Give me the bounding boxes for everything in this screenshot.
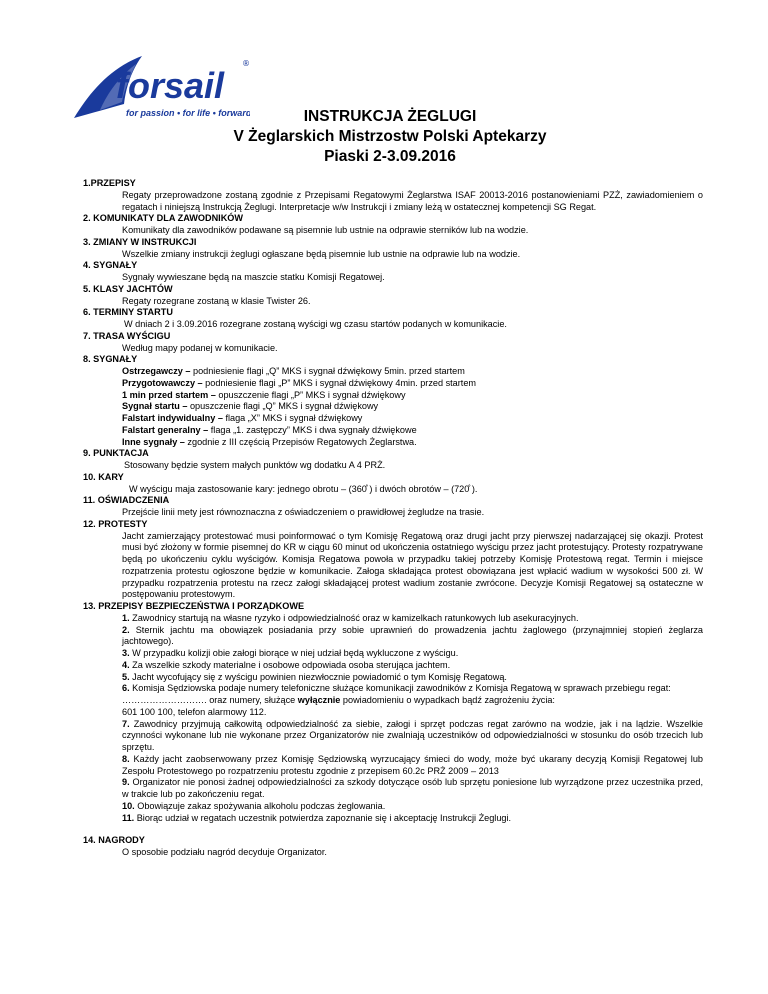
section-heading: 2. KOMUNIKATY DLA ZAWODNIKÓW bbox=[83, 213, 244, 224]
item-number: 6. bbox=[122, 683, 130, 694]
item-number: 8. bbox=[122, 753, 130, 764]
item-text: Zawodnicy przyjmują całkowitą odpowiedzialność za siebie, załogi i sprzęt podczas regat zarówno na wodzie, jak i na lądzie. Wszelkie czynności wykonane lub nie wykonane przez Organizatorów nie zwalniają uczestników od odpowiedzialności w stosunku do osób trzecich lub sprzętu. bbox=[122, 718, 703, 752]
section-heading: 13. PRZEPISY BEZPIECZEŃSTWA I PORZĄDKOWE bbox=[83, 601, 305, 611]
section-heading: 11. OŚWIADCZENIA bbox=[83, 495, 170, 506]
section-heading: 14. NAGRODY bbox=[83, 835, 145, 846]
signal-label: Przygotowawczy – bbox=[122, 377, 203, 388]
section-heading: 1.PRZEPISY bbox=[83, 178, 136, 188]
title-line-1: INSTRUKCJA ŻEGLUGI bbox=[303, 108, 477, 125]
signal-label: Falstart generalny – bbox=[122, 424, 209, 435]
item-number: 5. bbox=[122, 671, 130, 682]
safety-item bbox=[83, 660, 703, 672]
item-number: 10. bbox=[122, 800, 135, 811]
item-text: Obowiązuje zakaz spożywania alkoholu podczas żeglowania. bbox=[134, 800, 386, 811]
signal-text: opuszczenie flagi „Q” MKS i sygnał dźwiękowy bbox=[187, 401, 379, 412]
section-heading: 12. PROTESTY bbox=[83, 518, 148, 529]
signal-item bbox=[83, 378, 703, 390]
item-text: Za wszelkie szkody materialne i osobowe odpowiada osoba sterująca jachtem. bbox=[129, 659, 451, 670]
section-text: Regaty rozegrane zostaną w klasie Twister 26. bbox=[122, 295, 311, 306]
section-text: Jacht zamierzający protestować musi poinformować o tym Komisję Regatową oraz drugi jacht przy pierwszej nadarzającej się okazji. Protest musi być złożony w formie pisemnej do KR w ciągu 60 minut od ukończenia ostatniego wyścigu przez jacht protestujący. Protesty rozpatrywane będą po ukończeniu cyklu wyścigów. Komisja Regatowa powoła w przypadku takiej potrzeby Komisję Protestową regat. Termin i miejsce rozpatrzenia protestu ogłoszone będzie w komunikacie. Załoga składająca protest obowiązana jest wpłacić wadium w wysokości 500 zł. W przypadku rozpatrzenia protestu na rzecz załogi składającej protest wadium zostanie zwrócone. Decyzje Komisji Regatowej są ostateczne w postępowaniu protestowym. bbox=[122, 530, 703, 600]
section-heading: 9. PUNKTACJA bbox=[83, 448, 149, 459]
title-line-3: Piaski 2-3.09.2016 bbox=[324, 148, 456, 165]
section-heading: 10. KARY bbox=[83, 471, 124, 482]
section-text: Wszelkie zmiany instrukcji żeglugi ogłaszane będą pisemnie lub ustnie na odprawie lub na wodzie. bbox=[122, 248, 521, 259]
item-number: 4. bbox=[122, 659, 130, 670]
item-number: 9. bbox=[122, 777, 130, 788]
item-text: Zawodnicy startują na własne ryzyko i odpowiedzialność oraz w kamizelkach ratunkowych lub asekuracyjnych. bbox=[129, 612, 579, 623]
section-text: Regaty przeprowadzone zostaną zgodnie z Przepisami Regatowymi Żeglarstwa ISAF 20013-2016 postanowieniami PZŻ, zawiadomieniem o regatach i niniejszą Instrukcją Żeglugi. Interpretacje w/w Instrukcji i zmiany leżą w ostatecznej kompetencji SG Regat. bbox=[122, 189, 703, 212]
signal-label: Falstart indywidualny – bbox=[122, 413, 223, 423]
signal-text: opuszczenie flagi „P” MKS i sygnał dźwiękowy bbox=[215, 389, 406, 400]
logo-tagline: for passion • for life • forward bbox=[126, 108, 250, 118]
signal-label: Sygnał startu – bbox=[122, 401, 188, 412]
section-heading: 4. SYGNAŁY bbox=[83, 260, 138, 271]
document-title bbox=[190, 107, 590, 167]
signal-label: 1 min przed startem – bbox=[122, 389, 216, 400]
section-text: Stosowany będzie system małych punktów wg dodatku A 4 PRŻ. bbox=[124, 460, 386, 470]
signal-label: Ostrzegawczy – bbox=[122, 366, 191, 376]
item-number: 1. bbox=[122, 612, 130, 623]
safety-item bbox=[83, 648, 703, 660]
signal-text: podniesienie flagi „P” MKS i sygnał dźwiękowy 4min. przed startem bbox=[202, 377, 476, 388]
phone-numbers-line: ………………………. oraz numery, służące wyłącznie powiadomieniu o wypadkach bądź zagrożeniu życia: bbox=[122, 695, 555, 705]
section-text: O sposobie podziału nagród decyduje Organizator. bbox=[122, 847, 327, 857]
item-text: Sternik jachtu ma obowiązek posiadania przy sobie uprawnień do prowadzenia jachtu żaglowego (przynajmniej stopień żeglarza jachtowego). bbox=[122, 624, 703, 647]
section-text: Sygnały wywieszane będą na maszcie statku Komisji Regatowej. bbox=[122, 272, 385, 282]
item-text: Organizator nie ponosi żadnej odpowiedzialności za szkody dotyczące osób lub sprzętu poniesione lub wyrządzone przez uczestnika przed, w trakcie lub po zakończeniu regat. bbox=[122, 777, 703, 799]
signal-item bbox=[83, 401, 703, 413]
emphasis-exclusively: wyłącznie bbox=[297, 695, 341, 705]
signal-text: flaga „1. zastępczy” MKS i dwa sygnały dźwiękowe bbox=[208, 424, 417, 435]
safety-item bbox=[83, 813, 703, 825]
section-heading: 3. ZMIANY W INSTRUKCJI bbox=[83, 236, 197, 247]
document-body bbox=[83, 178, 703, 859]
signal-item bbox=[83, 437, 703, 449]
signal-text: zgodnie z III częścią Przepisów Regatowych Żeglarstwa. bbox=[184, 436, 417, 447]
item-text: Biorąc udział w regatach uczestnik potwierdza zapoznanie się i akceptację Instrukcji Żeglugi. bbox=[134, 812, 512, 823]
section-text: W dniach 2 i 3.09.2016 rozegrane zostaną wyścigi wg czasu startów podanych w komunikacie. bbox=[124, 319, 507, 329]
signal-text: flaga „X” MKS i sygnał dźwiękowy bbox=[222, 413, 363, 423]
safety-item bbox=[83, 719, 703, 754]
section-heading: 6. TERMINY STARTU bbox=[83, 307, 173, 318]
section-text: Przejście linii mety jest równoznaczna z oświadczeniem o prawidłowej żegludze na trasie. bbox=[122, 507, 485, 517]
section-text: W wyścigu maja zastosowanie kary: jednego obrotu – (360̊ ) i dwóch obrotów – (720̊ ). bbox=[129, 483, 478, 494]
section-text: Komunikaty dla zawodników podawane są pisemnie lub ustnie na odprawie sterników lub na wodzie. bbox=[122, 225, 529, 235]
safety-item bbox=[83, 613, 703, 625]
item-number: 7. bbox=[122, 718, 130, 729]
safety-item bbox=[83, 672, 703, 684]
safety-item bbox=[83, 754, 703, 778]
logo-brand: forsail bbox=[116, 65, 225, 106]
section-heading: 7. TRASA WYŚCIGU bbox=[83, 330, 171, 341]
signal-item bbox=[83, 390, 703, 402]
item-number: 2. bbox=[122, 624, 130, 635]
item-text: Każdy jacht zaobserwowany przez Komisję Sędziowską wyrzucający śmieci do wody, może być ukarany decyzją Komisji Regatowej lub Zespołu Protestowego po rozpatrzeniu protestu zgodnie z przepisem 60.2c PRŻ 2009 – 2013 bbox=[122, 753, 703, 776]
safety-item bbox=[83, 683, 703, 695]
emergency-numbers: 601 100 100, telefon alarmowy 112. bbox=[122, 706, 267, 717]
item-text: Jacht wycofujący się z wyścigu powinien niezwłocznie powiadomić o tym Komisję Regatową. bbox=[129, 671, 507, 682]
safety-item bbox=[83, 625, 703, 649]
signal-text: podniesienie flagi „Q” MKS i sygnał dźwiękowy 5min. przed startem bbox=[190, 366, 465, 376]
registered-mark: ® bbox=[242, 59, 250, 68]
title-line-2: V Żeglarskich Mistrzostw Polski Aptekarzy bbox=[233, 128, 547, 145]
section-text: Według mapy podanej w komunikacie. bbox=[122, 342, 278, 353]
signal-item bbox=[83, 366, 703, 378]
item-text: W przypadku kolizji obie załogi biorące w niej udział będą wykluczone z wyścigu. bbox=[129, 648, 459, 658]
section-heading: 5. KLASY JACHTÓW bbox=[83, 283, 173, 294]
signal-item bbox=[83, 425, 703, 437]
item-text: Komisja Sędziowska podaje numery telefoniczne służące komunikacji zawodników z Komisja Regatową w sprawach przebiegu regat: bbox=[129, 683, 671, 694]
signal-label: Inne sygnały – bbox=[122, 436, 185, 447]
safety-item bbox=[83, 801, 703, 813]
item-number: 3. bbox=[122, 648, 130, 658]
safety-item bbox=[83, 777, 703, 801]
section-heading: 8. SYGNAŁY bbox=[83, 354, 138, 365]
item-number: 11. bbox=[122, 812, 135, 823]
signal-item bbox=[83, 413, 703, 425]
